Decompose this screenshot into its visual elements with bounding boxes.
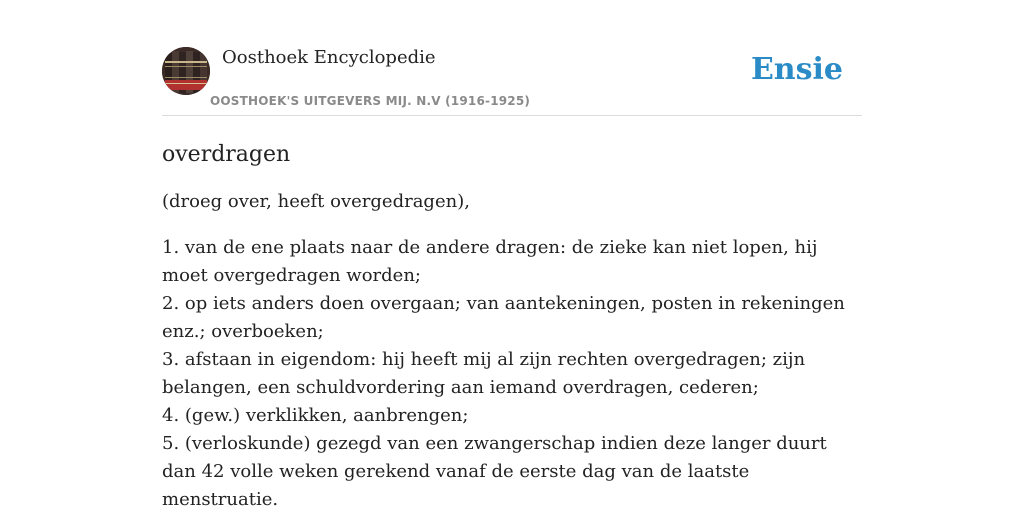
source-header — [162, 44, 862, 116]
source-title[interactable]: Oosthoek Encyclopedie — [222, 47, 436, 68]
source-publisher: OOSTHOEK'S UITGEVERS MIJ. N.V (1916-1925) — [210, 94, 531, 108]
encyclopedia-books-icon — [162, 47, 210, 95]
sense-item: 2. op iets anders doen overgaan; van aantekeningen, posten in rekeningen enz.; overboeken; — [162, 293, 845, 342]
sense-item: 5. (verloskunde) gezegd van een zwangerschap indien deze langer duurt dan 42 volle weken gerekend vanaf de eerste dag van de laatste menstruatie. — [162, 433, 827, 510]
entry-card — [162, 44, 862, 512]
inflection-forms: (droeg over, heeft overgedragen), — [162, 191, 470, 212]
sense-item: 3. afstaan in eigendom: hij heeft mij al zijn rechten overgedragen; zijn belangen, een schuldvordering aan iemand overdragen, cederen; — [162, 349, 806, 398]
sense-item: 1. van de ene plaats naar de andere dragen: de zieke kan niet lopen, hij moet overgedragen worden; — [162, 237, 818, 286]
sense-item: 4. (gew.) verklikken, aanbrengen; — [162, 405, 469, 426]
headword: overdragen — [162, 142, 291, 167]
brand-logo[interactable]: Ensie — [750, 52, 843, 87]
source-avatar[interactable] — [162, 47, 210, 95]
sense-list — [162, 234, 862, 512]
